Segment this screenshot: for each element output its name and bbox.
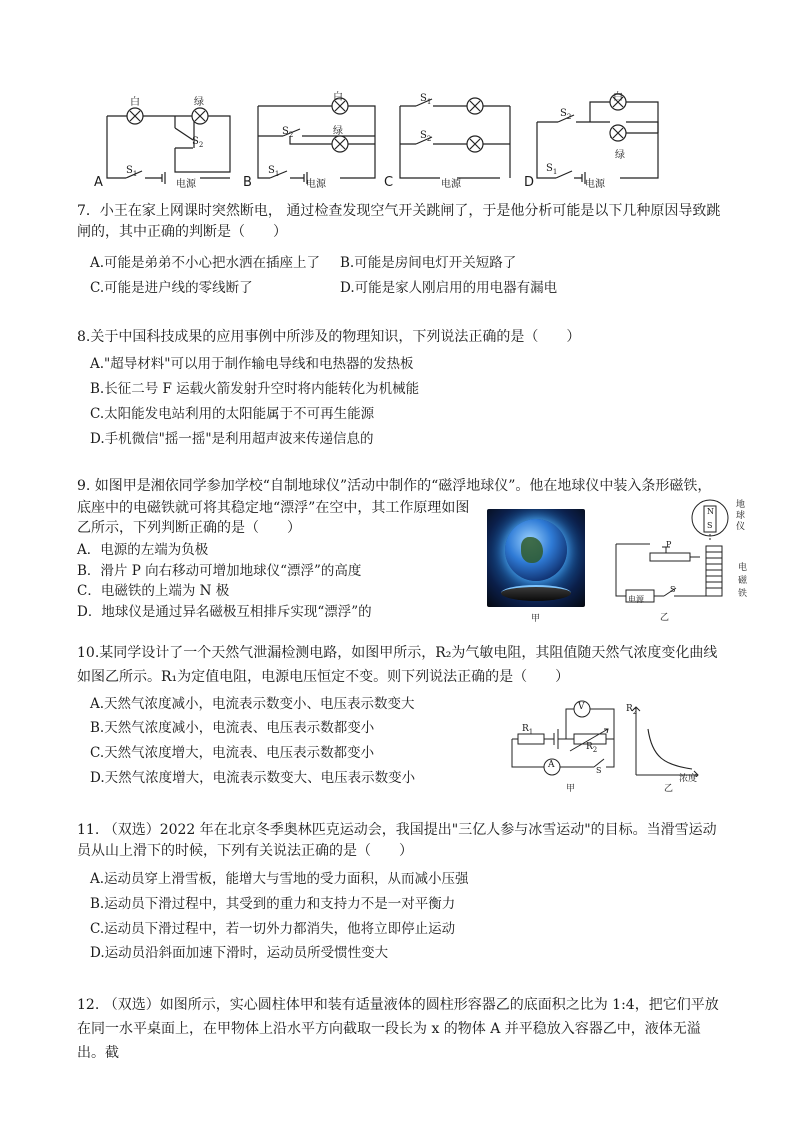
question-9-option-c[interactable]: C．电磁铁的上端为 N 极 bbox=[77, 583, 230, 599]
q9-switch-s-label: S bbox=[670, 585, 676, 594]
circuit-c-s1-label: $S_1$ bbox=[420, 93, 432, 106]
question-8-option-c[interactable]: C.太阳能发电站利用的太阳能属于不可再生能源 bbox=[90, 406, 375, 422]
q9-slider-p-label: P bbox=[666, 540, 672, 549]
question-8-option-a[interactable]: A."超导材料"可以用于制作输电导线和电热器的发热板 bbox=[90, 356, 414, 372]
question-11-option-d[interactable]: D.运动员沿斜面加速下滑时，运动员所受惯性变大 bbox=[90, 945, 389, 961]
circuit-c bbox=[400, 98, 510, 178]
q10-fig-jia-label: 甲 bbox=[566, 784, 576, 794]
circuit-c-power-label: 电源 bbox=[441, 179, 461, 190]
question-9-option-b[interactable]: B．滑片 P 向右移动可增加地球仪“漂浮”的高度 bbox=[77, 563, 362, 579]
question-8-option-b[interactable]: B.长征二号 F 运载火箭发射升空时将内能转化为机械能 bbox=[90, 381, 420, 397]
question-10-stem-line2: 如图乙所示。R₁为定值电阻，电源电压恒定不变。则下列说法正确的是（ ） bbox=[77, 669, 570, 685]
q10-graph-x-axis-label: 浓度 bbox=[679, 774, 698, 784]
circuit-a-white-label: 白 bbox=[130, 97, 140, 108]
circuit-c-s2-label: $S_2$ bbox=[420, 130, 432, 143]
globe-landmass bbox=[521, 537, 543, 563]
question-10-option-a[interactable]: A.天然气浓度减小，电流表示数变小、电压表示数变大 bbox=[90, 696, 415, 712]
circuit-label-a: A bbox=[94, 175, 103, 190]
circuit-d-power-label: 电源 bbox=[585, 179, 605, 190]
q10-detection-circuit bbox=[508, 695, 620, 785]
circuit-b-green-label: 绿 bbox=[333, 126, 343, 137]
circuit-a-green-label: 绿 bbox=[194, 97, 204, 108]
circuit-a-s1-label: $S_1$ bbox=[126, 165, 138, 178]
circuit-d-green-label: 绿 bbox=[615, 150, 625, 161]
circuit-label-c: C bbox=[384, 175, 394, 190]
question-10-option-d[interactable]: D.天然气浓度增大，电流表示数变大、电压表示数变小 bbox=[90, 770, 416, 786]
circuit-d-white-label: 白 bbox=[613, 92, 623, 103]
question-9-stem-line2: 底座中的电磁铁就可将其稳定地“漂浮”在空中，其工作原理如图 bbox=[77, 500, 470, 516]
maglev-globe-photo bbox=[487, 509, 585, 607]
question-9-stem-line3: 乙所示，下列判断正确的是（ ） bbox=[77, 520, 301, 536]
q10-graph-y-axis-label: $R_2$ bbox=[626, 704, 638, 716]
question-7-option-d[interactable]: D.可能是家人刚启用的用电器有漏电 bbox=[340, 280, 558, 296]
q10-ammeter-a: A bbox=[548, 760, 555, 770]
q9-electromagnet-label: 电 磁 铁 bbox=[738, 563, 748, 599]
circuit-b-power-label: 电源 bbox=[306, 179, 326, 190]
question-12-stem: 12. （双选）如图所示，实心圆柱体甲和装有适量液体的圆柱形容器乙的底面积之比为 1:4，把它们平放在同一水平桌面上，在甲物体上沿水平方向截取一段长为 x 的物体 A 并平稳放入容器乙中，液体无溢出。截 bbox=[77, 997, 719, 1061]
globe-base bbox=[501, 585, 571, 601]
circuit-a-power-label: 电源 bbox=[176, 179, 196, 190]
question-9-option-a[interactable]: A．电源的左端为负极 bbox=[77, 542, 209, 558]
q10-fig-yi-label: 乙 bbox=[664, 784, 674, 794]
q10-r1-label: $R_1$ bbox=[522, 724, 534, 736]
circuit-label-b: B bbox=[243, 175, 252, 190]
q9-power-label: 电源 bbox=[628, 595, 644, 604]
question-10-option-b[interactable]: B.天然气浓度减小，电流表、电压表示数都变小 bbox=[90, 720, 375, 736]
q9-globe-label: 地 球 仪 bbox=[736, 500, 746, 532]
q10-r2-label: $R_2$ bbox=[586, 742, 598, 754]
q10-switch-s-label: S bbox=[596, 766, 602, 775]
circuit-label-d: D bbox=[524, 175, 535, 190]
question-11-option-b[interactable]: B.运动员下滑过程中，其受到的重力和支持力不是一对平衡力 bbox=[90, 896, 456, 912]
q9-fig-jia-label: 甲 bbox=[531, 614, 541, 624]
question-9-stem-line1: 9. 如图甲是湘依同学参加学校“自制地球仪”活动中制作的“磁浮地球仪”。他在地球仪中装入条形磁铁， bbox=[77, 478, 712, 494]
q10-r2-curve-graph bbox=[630, 705, 700, 777]
q9-magnet-s: S bbox=[707, 521, 713, 530]
q10-voltmeter-v: V bbox=[578, 702, 585, 712]
question-11-stem: 11. （双选）2022 年在北京冬季奥林匹克运动会，我国提出"三亿人参与冰雪运动"的目标。当滑雪运动员从山上滑下的时候，下列有关说法正确的是（ ） bbox=[77, 822, 717, 859]
question-7-stem: 7．小王在家上网课时突然断电， 通过检查发现空气开关跳闸了，于是他分析可能是以下几种原因导致跳闸的，其中正确的判断是（ ） bbox=[77, 203, 721, 240]
circuit-d-s2-label: $S_2$ bbox=[560, 108, 572, 121]
circuit-b-s2-label: $S_2$ bbox=[282, 126, 294, 139]
q9-fig-yi-label: 乙 bbox=[660, 613, 670, 623]
question-11-option-c[interactable]: C.运动员下滑过程中，若一切外力都消失，他将立即停止运动 bbox=[90, 921, 456, 937]
circuit-b-s1-label: $S_1$ bbox=[268, 165, 280, 178]
circuit-a-s2-label: $S_2$ bbox=[192, 136, 204, 149]
question-10-stem-line1: 10.某同学设计了一个天然气泄漏检测电路，如图甲所示，R₂为气敏电阻，其阻值随天然气浓度变化曲线 bbox=[77, 645, 718, 661]
question-8-option-d[interactable]: D.手机微信"摇一摇"是利用超声波来传递信息的 bbox=[90, 431, 374, 447]
question-11-option-a[interactable]: A.运动员穿上滑雪板，能增大与雪地的受力面积，从而减小压强 bbox=[90, 871, 469, 887]
question-7-option-b[interactable]: B.可能是房间电灯开关短路了 bbox=[340, 255, 517, 271]
question-7-option-c[interactable]: C.可能是进户线的零线断了 bbox=[90, 280, 253, 296]
question-10-option-c[interactable]: C.天然气浓度增大，电流表、电压表示数都变小 bbox=[90, 745, 375, 761]
question-8-stem: 8.关于中国科技成果的应用事例中所涉及的物理知识，下列说法正确的是（ ） bbox=[77, 329, 581, 345]
circuit-d-s1-label: $S_1$ bbox=[546, 163, 558, 176]
q9-magnet-n: N bbox=[707, 507, 714, 516]
question-9-option-d[interactable]: D．地球仪是通过异名磁极互相排斥实现“漂浮”的 bbox=[77, 604, 372, 620]
circuit-b-white-label: 白 bbox=[333, 92, 343, 103]
question-7-option-a[interactable]: A.可能是弟弟不小心把水洒在插座上了 bbox=[90, 255, 321, 271]
